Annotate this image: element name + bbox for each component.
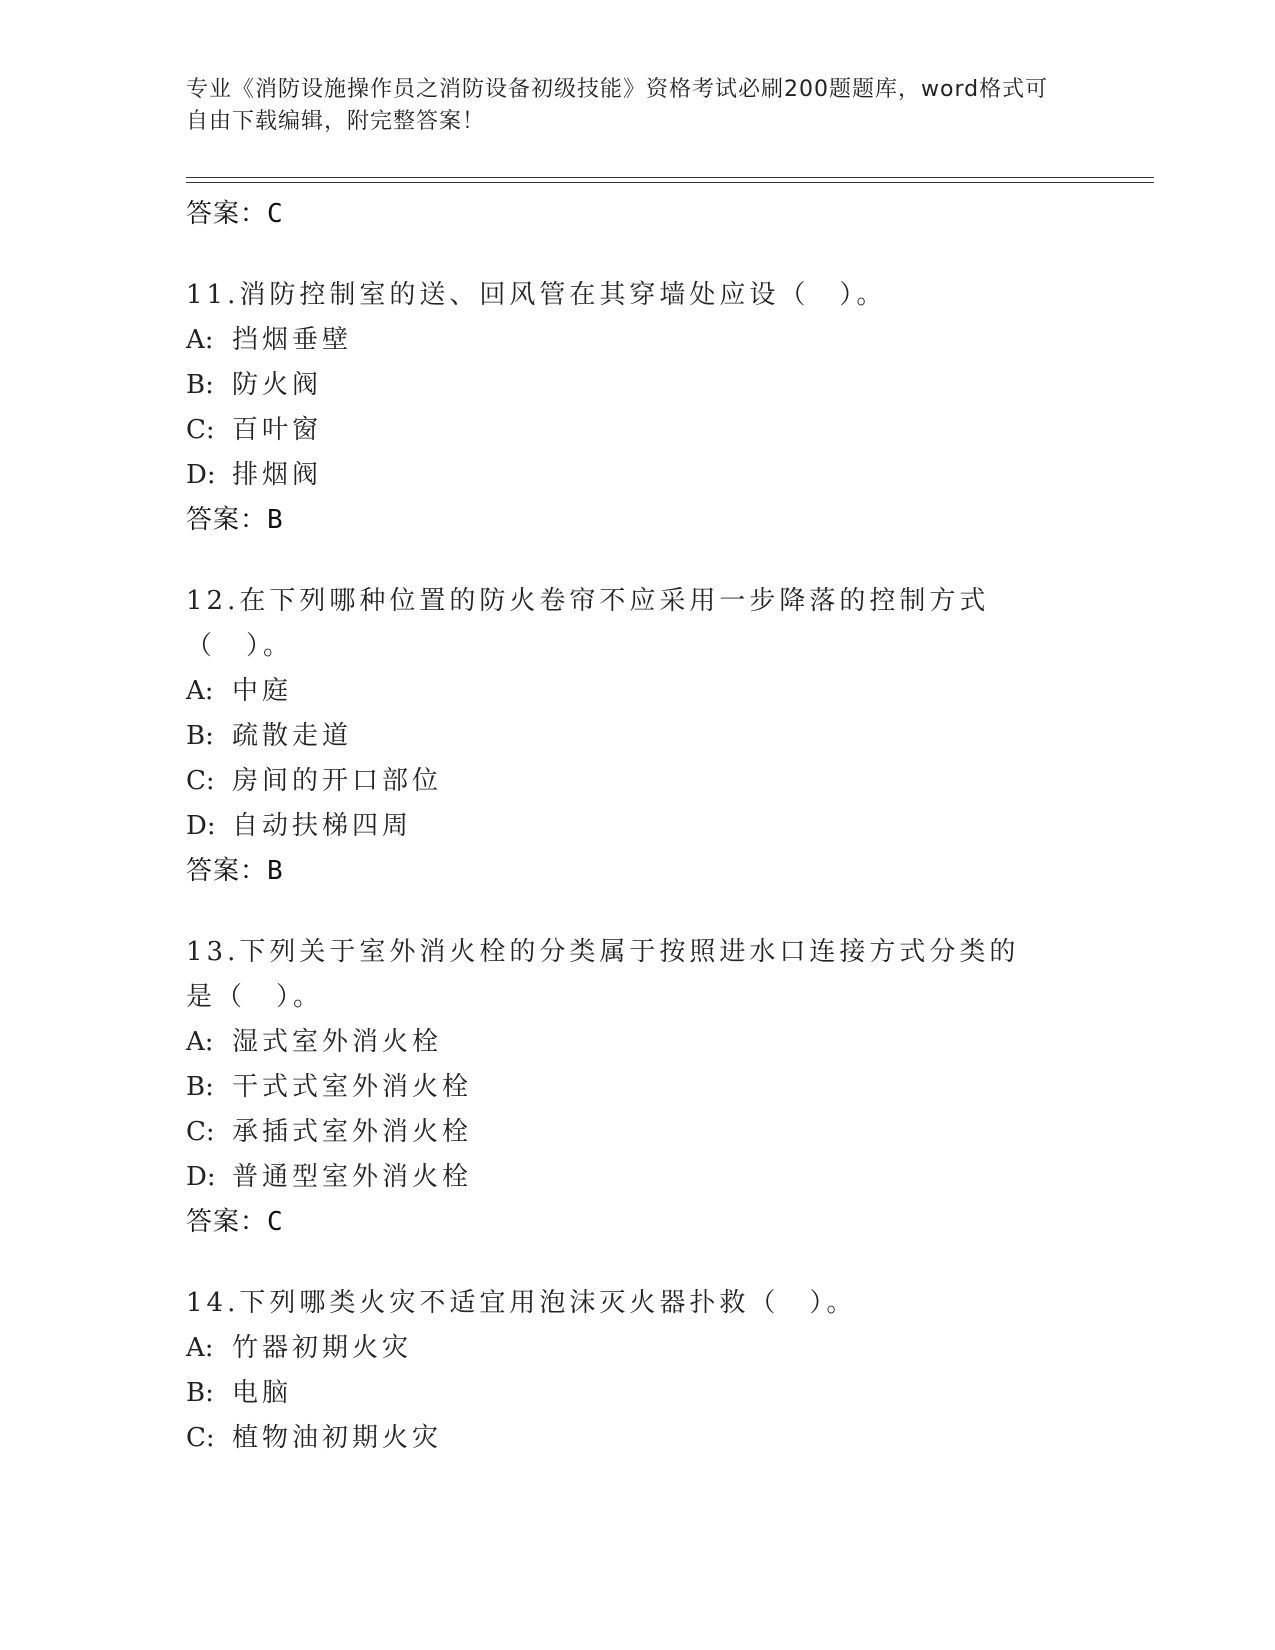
option-d <box>186 1155 1154 1200</box>
answer-value: C <box>267 1207 284 1237</box>
option-key: B: <box>186 1378 214 1408</box>
question-stem: 11.消防控制室的送、回风管在其穿墙处应设（ ）。 <box>186 280 887 310</box>
option-key: C: <box>186 1117 215 1147</box>
answer-value: C <box>267 199 284 229</box>
option-b <box>186 1065 1154 1110</box>
option-text: 挡烟垂壁 <box>232 325 353 355</box>
option-c <box>186 408 1154 453</box>
option-a <box>186 1020 1154 1065</box>
option-text: 竹器初期火灾 <box>232 1333 413 1363</box>
header-divider-top <box>186 177 1154 178</box>
question-block <box>186 1281 1154 1461</box>
answer-label: 答案： <box>186 505 268 535</box>
option-text: 湿式室外消火栓 <box>232 1027 443 1057</box>
option-b <box>186 363 1154 408</box>
option-text: 自动扶梯四周 <box>232 811 413 841</box>
answer-value: B <box>267 856 284 886</box>
option-key: A: <box>186 325 214 355</box>
option-key: A: <box>186 676 214 706</box>
option-a <box>186 669 1154 714</box>
answer-line <box>186 192 1154 237</box>
option-c <box>186 759 1154 804</box>
question-stem: 13.下列关于室外消火栓的分类属于按照进水口连接方式分类的是（ ）。 <box>186 937 1020 1012</box>
option-text: 百叶窗 <box>232 415 323 445</box>
option-key: B: <box>186 721 214 751</box>
question-block <box>186 930 1154 1245</box>
question-stem: 12.在下列哪种位置的防火卷帘不应采用一步降落的控制方式（ ）。 <box>186 586 990 661</box>
option-key: D: <box>186 811 216 841</box>
option-b <box>186 1371 1154 1416</box>
option-d <box>186 453 1154 498</box>
option-key: C: <box>186 766 215 796</box>
answer-value: B <box>267 505 284 535</box>
option-key: D: <box>186 1162 216 1192</box>
document-header: 专业《消防设施操作员之消防设备初级技能》资格考试必刷200题题库，word格式可自由下载编辑，附完整答案！ <box>186 77 1049 134</box>
option-key: A: <box>186 1333 214 1363</box>
option-a <box>186 1326 1154 1371</box>
option-c <box>186 1110 1154 1155</box>
answer-line <box>186 498 1154 543</box>
option-text: 排烟阀 <box>232 460 323 490</box>
option-b <box>186 714 1154 759</box>
option-text: 干式式室外消火栓 <box>232 1072 473 1102</box>
option-d <box>186 804 1154 849</box>
option-key: A: <box>186 1027 214 1057</box>
option-key: D: <box>186 460 216 490</box>
option-text: 中庭 <box>232 676 293 706</box>
option-a <box>186 318 1154 363</box>
option-key: B: <box>186 370 214 400</box>
option-key: C: <box>186 1423 215 1453</box>
option-c <box>186 1416 1154 1461</box>
answer-line <box>186 1200 1154 1245</box>
option-text: 普通型室外消火栓 <box>232 1162 473 1192</box>
option-key: B: <box>186 1072 214 1102</box>
header-divider-bottom <box>186 182 1154 183</box>
answer-label: 答案： <box>186 199 268 229</box>
option-text: 疏散走道 <box>232 721 353 751</box>
answer-label: 答案： <box>186 1207 268 1237</box>
option-key: C: <box>186 415 215 445</box>
option-text: 承插式室外消火栓 <box>232 1117 473 1147</box>
question-stem: 14.下列哪类火灾不适宜用泡沫灭火器扑救（ ）。 <box>186 1288 857 1318</box>
option-text: 房间的开口部位 <box>232 766 443 796</box>
answer-line <box>186 849 1154 894</box>
option-text: 植物油初期火灾 <box>232 1423 443 1453</box>
option-text: 电脑 <box>232 1378 293 1408</box>
question-list <box>186 192 1154 1461</box>
question-block <box>186 579 1154 894</box>
answer-label: 答案： <box>186 856 268 886</box>
option-text: 防火阀 <box>232 370 323 400</box>
question-block <box>186 273 1154 543</box>
